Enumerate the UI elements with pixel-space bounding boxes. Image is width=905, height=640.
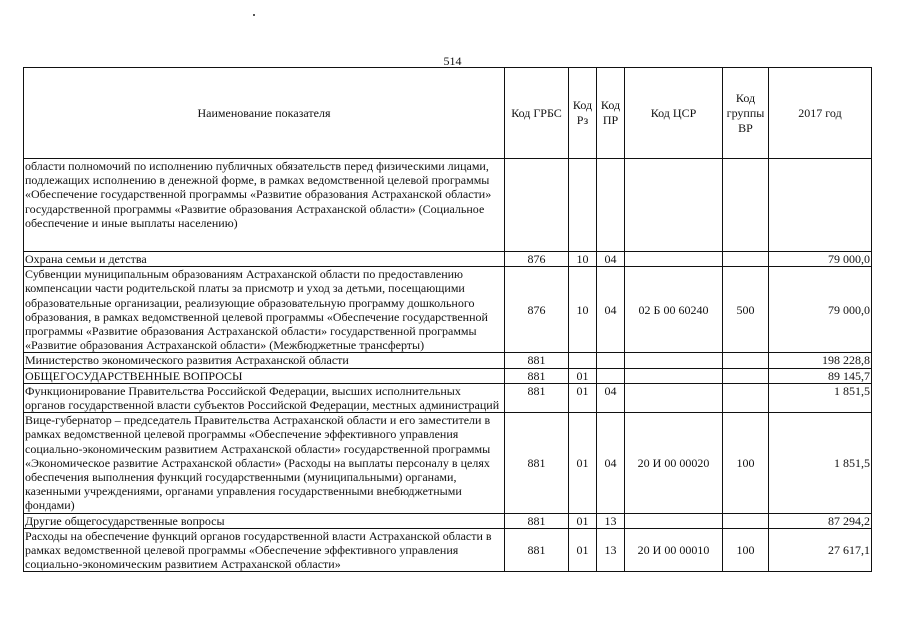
row-amount: 79 000,0: [769, 252, 872, 267]
row-amount: 27 617,1: [769, 528, 872, 572]
row-csr: 20 И 00 00010: [625, 528, 723, 572]
row-rz: [569, 353, 597, 368]
row-name: Расходы на обеспечение функций органов государственной власти Астраханской области в рамках ведомственной целевой программы «Обеспечение эффективного управления социально-экономическим развитием Астраханской области»: [24, 528, 505, 572]
row-csr: 02 Б 00 60240: [625, 267, 723, 353]
row-csr: [625, 368, 723, 383]
table-row: [24, 252, 872, 267]
row-vr: 500: [723, 267, 769, 353]
row-csr: [625, 383, 723, 412]
row-rz: 01: [569, 513, 597, 528]
header-vr: Код группы ВР: [723, 68, 769, 159]
budget-table: [23, 67, 872, 572]
row-pr: 04: [597, 383, 625, 412]
row-amount: [769, 159, 872, 252]
header-name: Наименование показателя: [24, 68, 505, 159]
row-rz: [569, 159, 597, 252]
row-vr: 100: [723, 528, 769, 572]
row-rz: 10: [569, 267, 597, 353]
row-rz: 01: [569, 368, 597, 383]
row-grbs: [505, 159, 569, 252]
row-name: Вице-губернатор – председатель Правительства Астраханской области и его заместители в рамках ведомственной целевой программы «Обеспечение эффективного управления социально-экономическим развитием Астраханской области» государственной программы «Экономическое развитие Астраханской области» (Расходы на выплаты персоналу в целях обеспечения выполнения функций государственными (муниципальными) органами, казенными учреждениями, органами управления государственными внебюджетными фондами): [24, 413, 505, 513]
table-row: [24, 383, 872, 412]
row-csr: [625, 252, 723, 267]
row-pr: [597, 159, 625, 252]
row-amount: 89 145,7: [769, 368, 872, 383]
row-pr: [597, 368, 625, 383]
table-row: [24, 159, 872, 252]
table-row: [24, 267, 872, 353]
header-grbs: Код ГРБС: [505, 68, 569, 159]
header-csr: Код ЦСР: [625, 68, 723, 159]
row-pr: 13: [597, 513, 625, 528]
row-pr: 04: [597, 413, 625, 513]
table-row: [24, 368, 872, 383]
page-number: 514: [443, 54, 462, 68]
row-name: Функционирование Правительства Российской Федерации, высших исполнительных органов государственной власти субъектов Российской Федерации, местных администраций: [24, 383, 505, 412]
row-pr: 13: [597, 528, 625, 572]
row-amount: 1 851,5: [769, 383, 872, 412]
table-row: [24, 413, 872, 513]
row-csr: [625, 513, 723, 528]
row-csr: 20 И 00 00020: [625, 413, 723, 513]
row-name: Субвенции муниципальным образованиям Астраханской области по предоставлению компенсации части родительской платы за присмотр и уход за детьми, посещающими образовательные организации, реализующие образовательную программу дошкольного образования, в рамках ведомственной целевой программы «Обеспечение государственной программы «Развитие образования Астраханской области» государственной программы «Развитие образования Астраханской области» (Межбюджетные трансферты): [24, 267, 505, 353]
header-rz: Код Рз: [569, 68, 597, 159]
row-amount: 87 294,2: [769, 513, 872, 528]
row-amount: 1 851,5: [769, 413, 872, 513]
table-header-row: [24, 68, 872, 159]
table-row: [24, 353, 872, 368]
row-grbs: 876: [505, 267, 569, 353]
row-grbs: 881: [505, 513, 569, 528]
row-grbs: 881: [505, 368, 569, 383]
row-name: Другие общегосударственные вопросы: [24, 513, 505, 528]
header-year: 2017 год: [769, 68, 872, 159]
row-vr: [723, 368, 769, 383]
row-rz: 01: [569, 383, 597, 412]
row-grbs: 876: [505, 252, 569, 267]
scan-dot: [253, 14, 255, 16]
row-rz: 01: [569, 413, 597, 513]
row-pr: 04: [597, 267, 625, 353]
row-vr: 100: [723, 413, 769, 513]
row-grbs: 881: [505, 353, 569, 368]
row-vr: [723, 353, 769, 368]
row-amount: 198 228,8: [769, 353, 872, 368]
row-amount: 79 000,0: [769, 267, 872, 353]
row-vr: [723, 159, 769, 252]
row-grbs: 881: [505, 528, 569, 572]
row-csr: [625, 159, 723, 252]
row-rz: 01: [569, 528, 597, 572]
row-grbs: 881: [505, 413, 569, 513]
row-pr: [597, 353, 625, 368]
row-vr: [723, 513, 769, 528]
header-pr: Код ПР: [597, 68, 625, 159]
row-vr: [723, 252, 769, 267]
table-row: [24, 513, 872, 528]
row-name: области полномочий по исполнению публичных обязательств перед физическими лицами, подлежащих исполнению в денежной форме, в рамках ведомственной целевой программы «Обеспечение государственной программы «Развитие образования Астраханской области» государственной программы «Развитие образования Астраханской области» (Социальное обеспечение и иные выплаты населению): [24, 159, 505, 252]
row-name: Министерство экономического развития Астраханской области: [24, 353, 505, 368]
row-pr: 04: [597, 252, 625, 267]
row-rz: 10: [569, 252, 597, 267]
table-row: [24, 528, 872, 572]
row-csr: [625, 353, 723, 368]
row-name: ОБЩЕГОСУДАРСТВЕННЫЕ ВОПРОСЫ: [24, 368, 505, 383]
row-vr: [723, 383, 769, 412]
row-name: Охрана семьи и детства: [24, 252, 505, 267]
row-grbs: 881: [505, 383, 569, 412]
